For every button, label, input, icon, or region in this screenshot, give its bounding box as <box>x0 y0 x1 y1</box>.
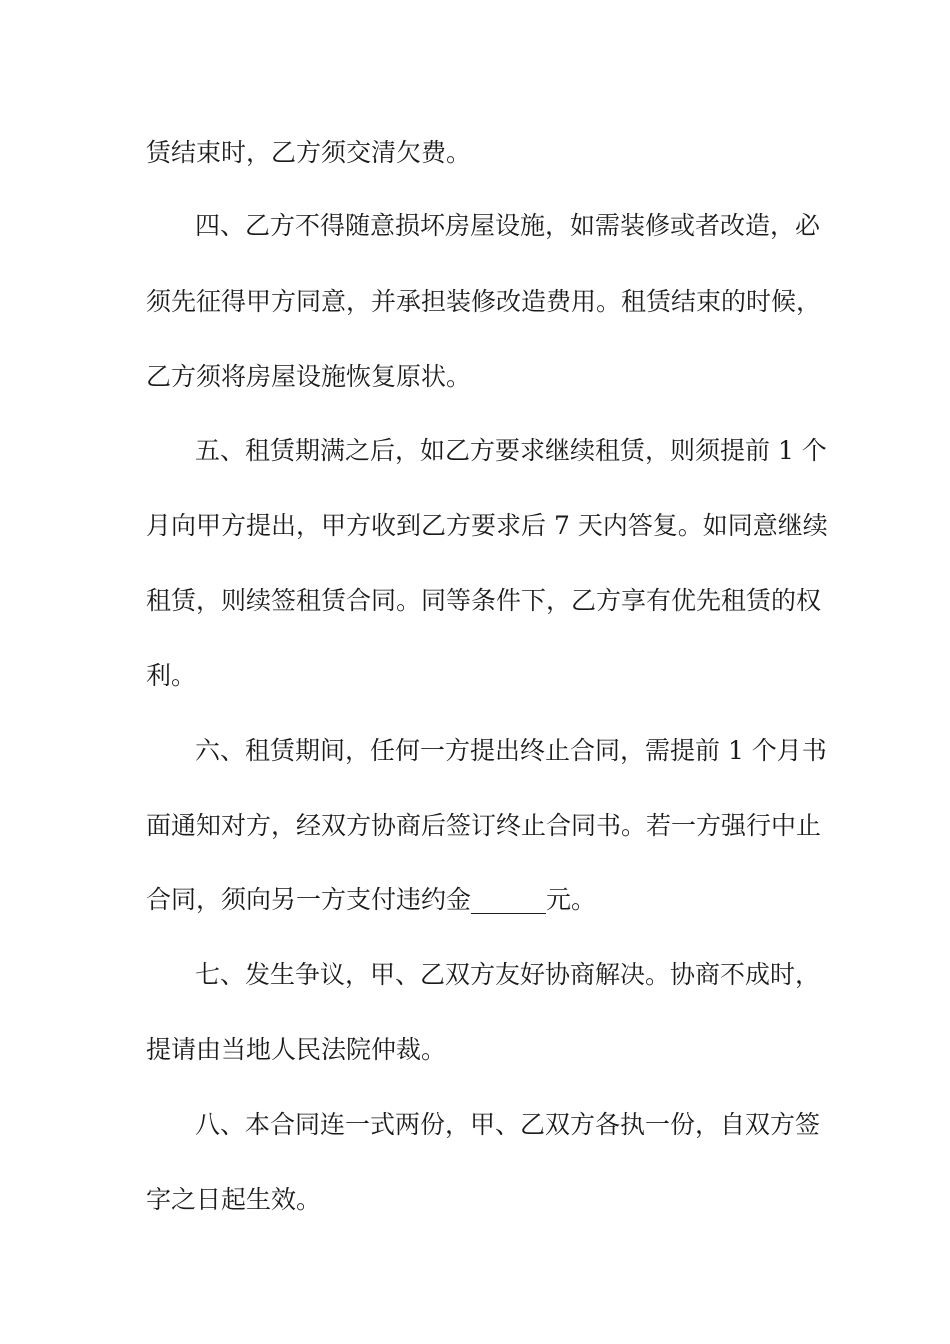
clause-4-line-2: 须先征得甲方同意，并承担装修改造费用。租赁结束的时候， <box>146 287 822 316</box>
clause-4-line-1: 四、乙方不得随意损坏房屋设施，如需装修或者改造，必 <box>195 211 821 240</box>
clause-7-line-1: 七、发生争议，甲、乙双方友好协商解决。协商不成时， <box>195 960 821 989</box>
clause-5-line-3: 租赁，则续签租赁合同。同等条件下，乙方享有优先租赁的权 <box>146 586 822 615</box>
clause-5-line-2: 月向甲方提出，甲方收到乙方要求后 7 天内答复。如同意继续 <box>146 511 828 540</box>
clause-8-line-1: 八、本合同连一式两份，甲、乙双方各执一份，自双方签 <box>195 1110 821 1139</box>
clause-7-line-2: 提请由当地人民法院仲裁。 <box>146 1035 447 1064</box>
clause-6-line-2: 面通知对方，经双方协商后签订终止合同书。若一方强行中止 <box>146 811 822 840</box>
clause-6-line-1: 六、租赁期间，任何一方提出终止合同，需提前 1 个月书 <box>195 736 827 765</box>
clause-5-line-1: 五、租赁期满之后，如乙方要求继续租赁，则须提前 1 个 <box>195 436 827 465</box>
clause-4-line-3: 乙方须将房屋设施恢复原状。 <box>146 362 472 391</box>
clause-6-line-3: 合同，须向另一方支付违约金______元。 <box>146 885 597 914</box>
clause-5-line-4: 利。 <box>146 661 197 690</box>
text-line: 赁结束时，乙方须交清欠费。 <box>146 138 472 167</box>
clause-8-line-2: 字之日起生效。 <box>146 1185 322 1214</box>
